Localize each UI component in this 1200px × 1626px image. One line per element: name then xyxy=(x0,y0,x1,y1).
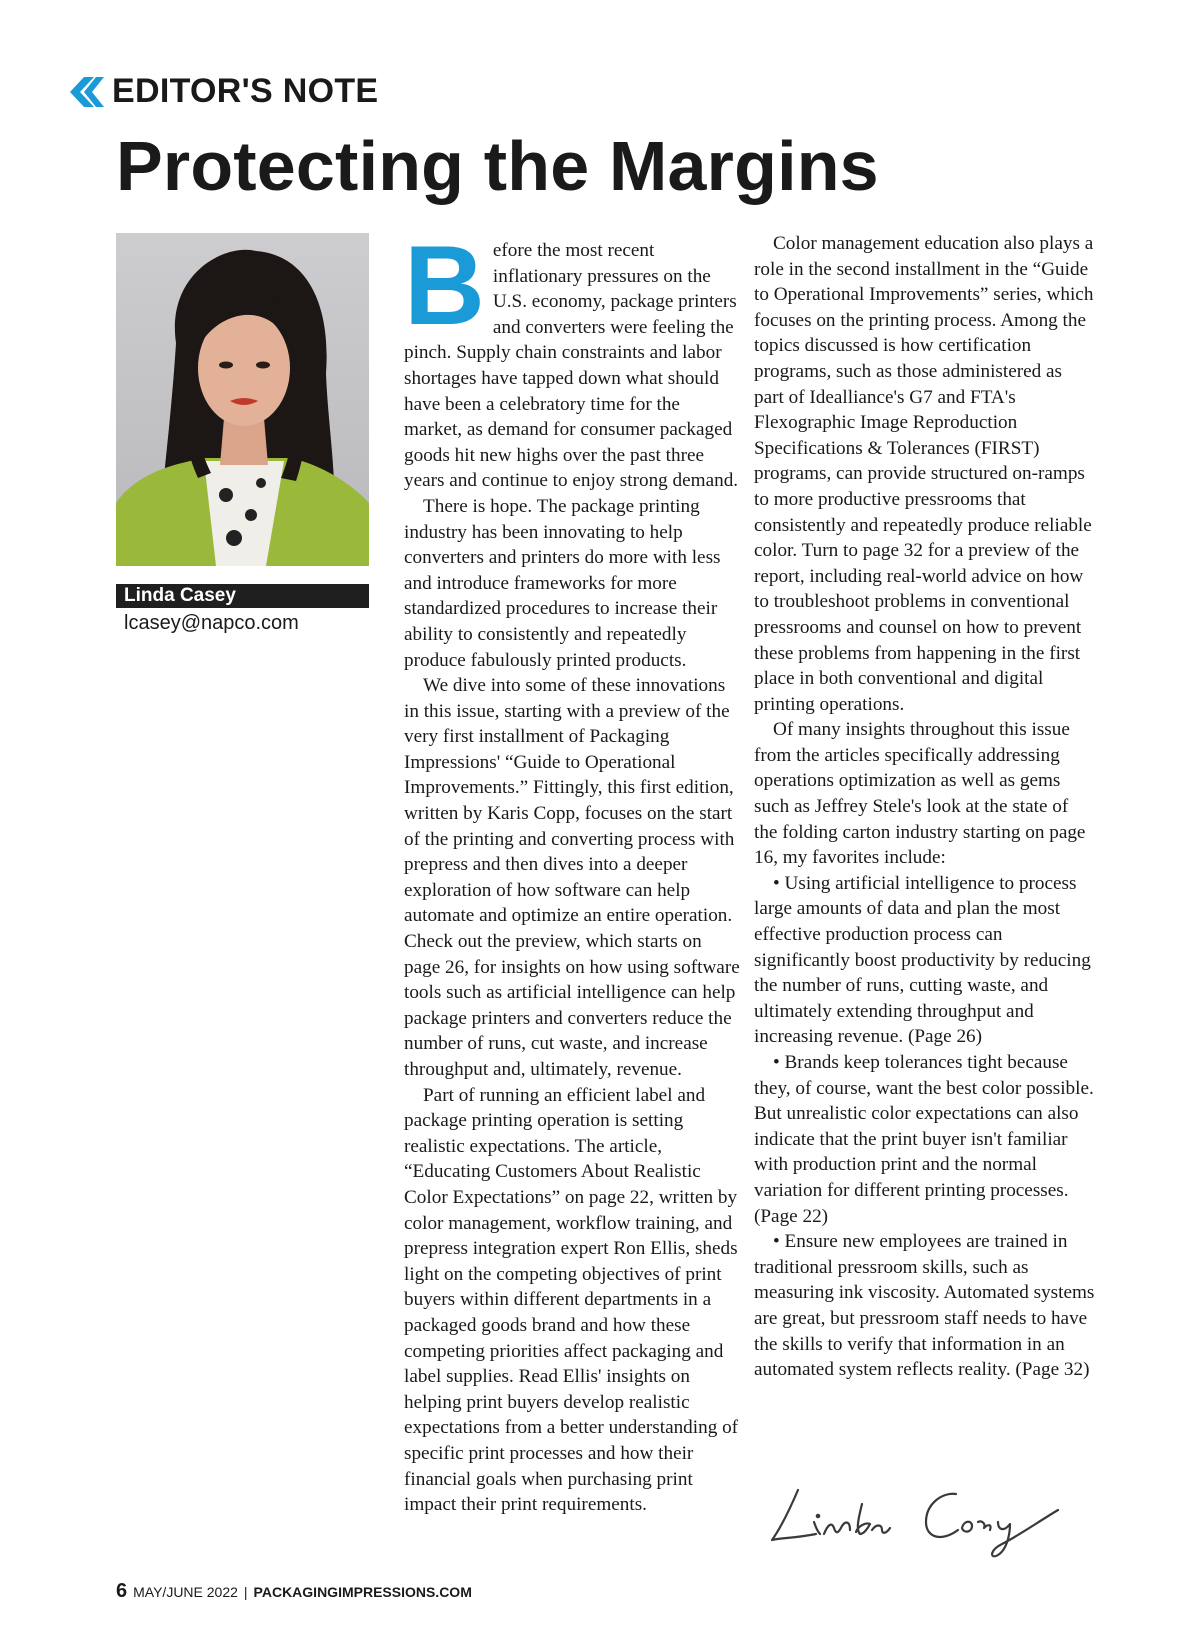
page-footer xyxy=(116,1580,472,1603)
author-signature xyxy=(758,1474,1078,1566)
paragraph: Color management education also plays a role in the second installment in the “Guide to Operational Improvements” series, which focuses on the printing process. Among the topics discussed is how certification programs, such as those administered as part of Idealliance's G7 and FTA's Flexographic Image Reproduction Specifications & Tolerances (FIRST) programs, can provide structured on-ramps to more productive pressrooms that consistently and repeatedly produce reliable color. Turn to page 32 for a preview of the report, including real-world advice on how to troubleshoot problems in conventional pressrooms and counsel on how to prevent these problems from happening in the first place in both conventional and digital printing operations. xyxy=(754,233,1094,715)
footer-separator: | xyxy=(243,1584,248,1600)
bullet-item: • Ensure new employees are trained in traditional pressroom skills, such as measuring ink viscosity. Automated systems are great, but pressroom staff needs to have the skills to verify that information in an automated system reflects reality. (Page 32) xyxy=(754,1231,1095,1381)
issue-date: MAY/JUNE 2022 xyxy=(133,1584,238,1600)
double-chevron-left-icon xyxy=(66,77,104,107)
author-name: Linda Casey xyxy=(116,584,369,608)
paragraph: There is hope. The package printing industry has been innovating to help converters and printers do more with less and introduce frameworks for more standardized procedures to increase their ability to consistently and repeatedly produce fabulously printed products. xyxy=(404,495,721,671)
page-number: 6 xyxy=(116,1580,128,1602)
article-column-2 xyxy=(754,231,1096,1383)
article-column-1 xyxy=(404,223,742,1518)
section-label: EDITOR'S NOTE xyxy=(112,72,379,110)
bullet-item: • Using artificial intelligence to process large amounts of data and plan the most effective production process can significantly boost productivity by reducing the number of runs, cutting waste, and ultimately extending throughput and increasing revenue. (Page 26) xyxy=(754,872,1091,1048)
website-link[interactable]: PACKAGINGIMPRESSIONS.COM xyxy=(253,1584,472,1600)
section-kicker xyxy=(66,72,378,111)
paragraph: We dive into some of these innovations in this issue, starting with a preview of the very first installment of Packaging Impressions' “Guide to Operational Improvements.” Fittingly, this first edition, written by Karis Copp, focuses on the start of the printing and converting process with prepress and then dives into a deeper exploration of how software can help automate and optimize an entire operation. Check out the preview, which starts on page 26, for insights on how using software tools such as artificial intelligence can help package printers and converters reduce the number of runs, cut waste, and increase throughput and, ultimately, revenue. xyxy=(404,675,740,1080)
paragraph: Of many insights throughout this issue from the articles specifically addressing operations optimization as well as gems such as Jeffrey Stele's look at the state of the folding carton industry starting on page 16, my favorites include: xyxy=(754,719,1086,869)
paragraph: Before the most recent inflationary pressures on the U.S. economy, package printers and converters were feeling the pinch. Supply chain constraints and labor shortages have tapped down what should have been a celebratory time for the market, as demand for consumer packaged goods hit new highs over the past three years and continue to enjoy strong demand. xyxy=(404,223,739,492)
author-email: lcasey@napco.com xyxy=(124,612,299,634)
drop-cap: B xyxy=(404,223,485,348)
bullet-item: • Brands keep tolerances tight because they, of course, want the best color possible. But unrealistic color expectations can also indicate that the print buyer isn't familiar with production print and the normal variation for different printing processes. (Page 22) xyxy=(754,1052,1094,1227)
article-title: Protecting the Margins xyxy=(116,127,879,205)
paragraph: Part of running an efficient label and package printing operation is setting realistic expectations. The article, “Educating Customers About Realistic Color Expectations” on page 22, written by color management, workflow training, and prepress integration expert Ron Ellis, sheds light on the competing objectives of print buyers within different departments in a packaged goods brand and how these competing priorities affect packaging and label supplies. Read Ellis' insights on helping print buyers develop realistic expectations from a better understanding of specific print processes and how their financial goals when purchasing print impact their print requirements. xyxy=(404,1084,739,1516)
author-photo xyxy=(116,233,369,566)
